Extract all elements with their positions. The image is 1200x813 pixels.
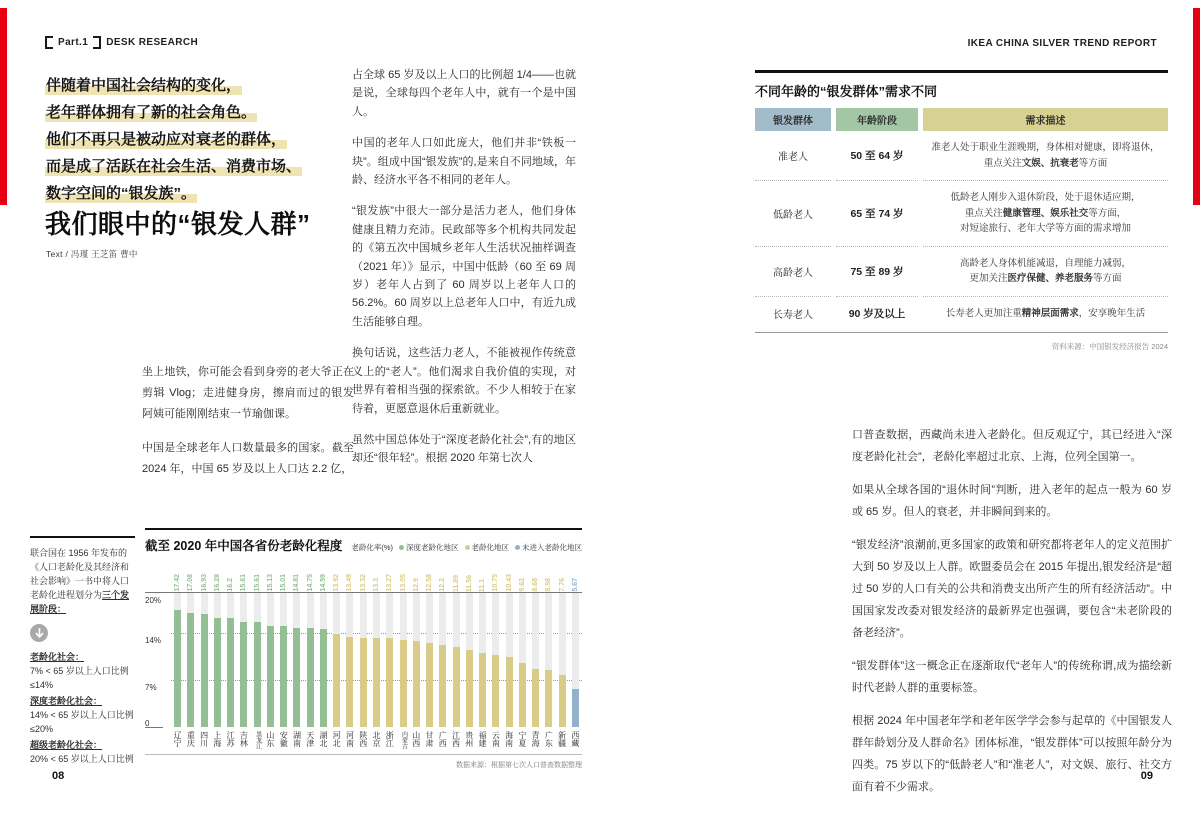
bar (426, 643, 433, 727)
cell-age-range: 75 至 89 岁 (836, 246, 918, 296)
legend-label: 未进入老龄化地区 (522, 543, 582, 552)
value-label: 17.42 (174, 574, 182, 592)
value-label: 8.58 (545, 578, 553, 592)
bar (519, 663, 526, 727)
province-label: 江苏 (226, 731, 236, 747)
table-header-cell: 年龄阶段 (836, 108, 918, 131)
province-label: 湖南 (292, 731, 302, 747)
aging-stage-definitions (30, 650, 135, 766)
right-accent-bar (1193, 8, 1200, 205)
bar-track (479, 593, 486, 727)
paragraph: 中国的老年人口如此庞大，他们并非“铁板一块”。组成中国“银发族”的,是来自不同地域，年龄、经济水平各不相同的老年人。 (352, 137, 576, 187)
value-label: 13.27 (386, 574, 394, 592)
table-bottom-rule (755, 332, 1168, 333)
table-row (755, 246, 1168, 296)
table-source: 资料来源：中国银发经济报告 2024 (1051, 342, 1168, 351)
stage-item (30, 694, 135, 736)
highlighted-text: 数字空间的“银发族”。 (46, 185, 197, 202)
x-axis (145, 727, 582, 749)
bar-track (532, 593, 539, 727)
sidebar-note (30, 536, 135, 768)
intro-line (45, 126, 302, 153)
chart-bottom-rule (145, 754, 582, 755)
bar-track (333, 593, 340, 727)
paragraph: 坐上地铁，你可能会看到身旁的老大爷正在剪辑 Vlog；走进健身房，擦肩而过的银发阿姨可能刚刚结束一节瑜伽课。 (142, 366, 354, 420)
y-tick-label: 14% (145, 636, 162, 645)
value-label: 14.59 (319, 574, 327, 592)
sidebar-intro: 联合国在 1956 年发布的《人口老龄化及其经济和社会影响》一书中将人口老龄化进程划分为三个发展阶段： (30, 548, 130, 614)
province-label: 青海 (531, 731, 541, 747)
value-label: 10.43 (505, 574, 513, 592)
bar-track (346, 593, 353, 727)
chart-legend (351, 542, 582, 553)
highlighted-text: 而是成了活跃在社会生活、消费市场、 (46, 158, 302, 175)
bar-track (187, 593, 194, 727)
province-label: 河北 (332, 731, 342, 747)
bar-track (426, 593, 433, 727)
table-row (755, 131, 1168, 180)
bar-track (519, 593, 526, 727)
down-arrow-icon (30, 624, 48, 642)
bar-track (254, 593, 261, 727)
chart-plot (145, 592, 582, 727)
intro-statement (45, 72, 302, 207)
value-label: 11.89 (452, 574, 460, 592)
bar-track (280, 593, 287, 727)
bar-track (559, 593, 566, 727)
province-label: 北京 (371, 731, 381, 747)
province-label: 上海 (212, 731, 222, 747)
value-label: 11.1 (479, 578, 487, 592)
chart-header (145, 536, 582, 554)
bar (559, 675, 566, 727)
description-line (984, 156, 1108, 172)
highlighted-text: 伴随着中国社会结构的变化， (46, 77, 242, 94)
bar-value-labels (171, 558, 582, 592)
part-label: Part.1 (58, 37, 89, 48)
stage-label: 超级老龄化社会： (30, 740, 103, 750)
bar (545, 670, 552, 727)
right-body-text (852, 424, 1172, 809)
text-segment: 更加关注 (969, 273, 1008, 284)
province-label: 云南 (491, 731, 501, 747)
bar (240, 622, 247, 727)
left-accent-bar (0, 8, 7, 205)
page-number-left: 08 (52, 770, 65, 782)
cell-silver-group: 长寿老人 (755, 296, 831, 331)
province-label: 吉林 (239, 731, 249, 747)
description-line (946, 306, 1146, 322)
paragraph: 占全球 65 岁及以上人口的比例超 1/4——也就是说，全球每四个老年人中，就有一个是中国人。 (352, 69, 576, 118)
paragraph: 如果从全球各国的“退休时间”判断，进入老年的起点一般为 60 岁或 65 岁。但人的衰老，并非瞬间到来的。 (852, 484, 1172, 518)
text-segment: 重点关注 (964, 207, 1003, 219)
text-segment: 低龄老人刚步入退休阶段，处于退休适应期， (950, 192, 1141, 203)
value-label: 14.81 (293, 574, 301, 592)
bar-track (492, 593, 499, 727)
left-text-column-1 (142, 362, 354, 493)
bar (506, 657, 513, 727)
bar-track (453, 593, 460, 727)
value-label: 16.2 (227, 578, 235, 592)
paragraph: 根据 2024 年中国老年学和老年医学学会参与起草的《中国银发人群年龄划分及人群命名》团体标准，“银发群体”可以按照年龄分为四类。75 岁以下的“低龄老人”和“准老人”，对文娱、旅行、社交方面有着不少需求。 (852, 715, 1172, 793)
text-segment: 准老人处于职业生涯晚期，身体相对健康，即将退休， (931, 142, 1160, 153)
province-label: 山东 (265, 731, 275, 747)
table-row (755, 180, 1168, 246)
text-segment: ，安享晚年生活 (1078, 307, 1146, 319)
bar-track (201, 593, 208, 727)
value-label: 12.9 (412, 578, 420, 592)
value-label: 13.05 (399, 574, 407, 592)
value-label: 13.49 (346, 574, 354, 592)
y-tick-label: 20% (145, 596, 162, 605)
intro-line (45, 153, 302, 180)
bar (187, 613, 194, 727)
value-label: 16.28 (213, 574, 221, 592)
province-label: 江西 (451, 731, 461, 747)
value-label: 8.68 (532, 578, 540, 592)
bar (174, 610, 181, 727)
bar (214, 618, 221, 727)
bar (400, 640, 407, 727)
bar (320, 629, 327, 727)
cell-needs-description (923, 246, 1168, 296)
cell-needs-description (923, 131, 1168, 180)
description-line (969, 271, 1121, 287)
byline: Text / 冯瑾 王芝笛 曹中 (46, 249, 138, 259)
bar (254, 622, 261, 727)
text-segment: 对短途旅行、老年大学等方面的需求增加 (959, 223, 1131, 234)
value-label: 12.58 (426, 574, 434, 592)
cell-age-range: 65 至 74 岁 (836, 180, 918, 246)
stage-item (30, 738, 135, 766)
bar (227, 618, 234, 727)
bar (346, 637, 353, 727)
bar-track (373, 593, 380, 727)
province-label: 内蒙古 (400, 731, 407, 749)
value-label: 13.92 (333, 574, 341, 592)
province-label: 福建 (478, 731, 488, 747)
intro-line (45, 72, 302, 99)
intro-line (45, 180, 302, 207)
cell-age-range: 90 岁及以上 (836, 296, 918, 331)
emphasized-text: 健康管理、娱乐社交 (1002, 207, 1089, 219)
bar-track (320, 593, 327, 727)
bar (307, 628, 314, 727)
intro-line (45, 99, 302, 126)
bar (267, 626, 274, 727)
bar (453, 647, 460, 727)
text-segment: 等方面 (1078, 157, 1108, 169)
value-label: 16.93 (200, 574, 208, 592)
value-label: 5.67 (571, 578, 579, 592)
table-header-cell: 需求描述 (923, 108, 1168, 131)
bar-track (400, 593, 407, 727)
cell-silver-group: 低龄老人 (755, 180, 831, 246)
value-label: 10.75 (492, 574, 500, 592)
bar-track (227, 593, 234, 727)
description-line (960, 221, 1131, 237)
cell-age-range: 50 至 64 岁 (850, 150, 904, 162)
paragraph: 口普查数据，西藏尚未进入老龄化。但反观辽宁，其已经进入“深度老龄化社会”，老龄化率超过北京、上海，位列全国第一。 (852, 429, 1172, 463)
left-page-header (45, 36, 198, 49)
bar (572, 689, 579, 727)
article-title: 我们眼中的“银发人群” (45, 209, 311, 239)
legend-label: 老龄化地区 (471, 543, 509, 552)
value-label: 12.2 (439, 578, 447, 592)
province-label: 湖北 (318, 731, 328, 747)
province-label: 海南 (504, 731, 514, 747)
cell-silver-group: 高龄老人 (755, 246, 831, 296)
province-label: 广西 (438, 731, 448, 747)
bar-track (240, 593, 247, 727)
emphasized-text: 文娱、抗衰老 (1021, 157, 1079, 169)
page-number-right: 09 (1140, 770, 1153, 782)
emphasized-text: 医疗保健、养老服务 (1007, 273, 1093, 284)
bar-track (174, 593, 181, 727)
value-label: 15.61 (253, 574, 261, 592)
table-row (755, 296, 1168, 331)
province-label: 河南 (345, 731, 355, 747)
paragraph: 换句话说，这些活力老人，不能被视作传统意义上的“老人”。他们渴求自我价值的实现，对世界有着相当强的探索欲。不少人相较于在家待着，更愿意退休后重新就业。 (352, 347, 576, 415)
value-label: 15.13 (266, 574, 274, 592)
province-label: 辽宁 (173, 731, 183, 747)
value-label: 15.01 (280, 574, 288, 592)
text-segment: 高龄老人身体机能减退，自理能力减弱， (959, 257, 1131, 269)
bar (492, 655, 499, 727)
value-label: 7.76 (558, 578, 566, 592)
bar-track (267, 593, 274, 727)
value-label: 13.3 (372, 578, 380, 592)
bar (201, 614, 208, 727)
description-line (965, 206, 1127, 222)
paragraph: “银发群体”这一概念正在逐渐取代“老年人”的传统称谓,成为描绘新时代老龄人群的重要标签。 (852, 660, 1172, 694)
legend-item (515, 542, 582, 553)
bar (333, 634, 340, 727)
cell-needs-description (923, 180, 1168, 246)
province-label: 宁夏 (517, 731, 527, 747)
province-label: 浙江 (385, 731, 395, 747)
province-label: 黑龙江 (254, 731, 261, 749)
text-segment: 长寿老人更加注重 (945, 307, 1022, 319)
province-label: 西藏 (570, 731, 580, 747)
table-body (755, 131, 1168, 330)
bar (439, 645, 446, 727)
paragraph: “银发经济”浪潮前,更多国家的政策和研究都将老年人的定义范围扩大到 50 岁及以上人群。欧盟委员会在 2015 年提出,银发经济是“超过 50 岁的人口有关的公共和消费支出所产生的所有经济活动”。中国国家发改委对银发经济的最新界定也强调，要包含“未老阶段的备老经济”。 (852, 539, 1172, 639)
bar (293, 628, 300, 727)
bracket-left-icon (45, 36, 53, 49)
bar (466, 650, 473, 727)
province-label: 安徽 (279, 731, 289, 747)
bar (386, 638, 393, 727)
chart-title: 截至 2020 年中国各省份老龄化程度 (145, 539, 343, 553)
paragraph: 中国是全球老年人口数量最多的国家。截至 2024 年，中国 65 岁及以上人口达 2.2 亿， (142, 442, 354, 475)
bar-track (439, 593, 446, 727)
bar (413, 641, 420, 727)
stage-description: 14% < 65 岁以上人口比例≤20% (30, 710, 134, 734)
legend-dot-icon (465, 545, 470, 550)
bar (373, 638, 380, 727)
value-label: 9.62 (518, 578, 526, 592)
table-title: 不同年龄的“银发群体”需求不同 (755, 84, 938, 99)
emphasized-text: 精神层面需求 (1021, 307, 1079, 319)
legend-item (399, 542, 459, 553)
bar (280, 626, 287, 727)
bar-track (506, 593, 513, 727)
bar-track (307, 593, 314, 727)
right-page-header: IKEA CHINA SILVER TREND REPORT (967, 38, 1157, 49)
description-line (960, 256, 1131, 272)
legend-label: 深度老龄化地区 (406, 543, 459, 552)
highlighted-text: 他们不再只是被动应对衰老的群体， (46, 131, 287, 148)
cell-needs-description (923, 296, 1168, 331)
legend-dot-icon (399, 545, 404, 550)
province-label: 陕西 (358, 731, 368, 747)
value-label: 17.08 (187, 574, 195, 592)
highlighted-text: 老年群体拥有了新的社会角色。 (46, 104, 257, 121)
table-header-row (755, 108, 1168, 131)
y-tick-label: 0 (145, 719, 150, 728)
description-line (950, 190, 1140, 206)
provincial-aging-chart (145, 528, 582, 770)
paragraph: “银发族”中很大一部分是活力老人，他们身体健康且精力充沛。民政部等多个机构共同发起的《第五次中国城乡老年人生活状况抽样调查（2021 年）》显示，中国中低龄（60 至 69 周岁）老年人占到了 60 周岁以上老年人口的 56.2%。60 周岁以上总老年人口中，有近九成生活能够自理。 (352, 205, 576, 328)
section-label: DESK RESEARCH (106, 37, 199, 48)
value-label: 11.56 (465, 574, 473, 592)
chart-source: 数据来源：根据第七次人口普查数据整理 (456, 762, 582, 769)
bar-track (545, 593, 552, 727)
value-label: 14.75 (306, 574, 314, 592)
bracket-right-icon (93, 36, 101, 49)
bar-track (466, 593, 473, 727)
province-label: 甘肃 (425, 731, 435, 747)
bar-series (171, 593, 582, 727)
stage-description: 7% < 65 岁以上人口比例≤14% (30, 666, 129, 690)
bar-track (413, 593, 420, 727)
province-label: 贵州 (464, 731, 474, 747)
chart-unit-label: 老龄化率(%) (351, 543, 393, 552)
bar (360, 638, 367, 727)
bar (479, 653, 486, 727)
legend-item (465, 542, 510, 553)
y-tick-label: 7% (145, 683, 157, 692)
y-axis (145, 593, 171, 727)
value-label: 15.61 (240, 574, 248, 592)
silver-group-needs-table (755, 70, 1168, 352)
province-label: 天津 (305, 731, 315, 747)
text-segment: 等方面， (1088, 207, 1127, 219)
province-label: 新疆 (557, 731, 567, 747)
stage-description: 20% < 65 岁以上人口比例 (30, 754, 134, 764)
paragraph: 虽然中国总体处于“深度老龄化社会”,有的地区却还“很年轻”。根据 2020 年第七次人 (352, 433, 576, 465)
text-segment: 等方面 (1093, 273, 1122, 284)
legend-dot-icon (515, 545, 520, 550)
bar (532, 669, 539, 727)
table-header-cell: 银发群体 (755, 108, 831, 131)
bar-track (293, 593, 300, 727)
description-line (931, 140, 1159, 156)
bar-track (386, 593, 393, 727)
province-label: 四川 (199, 731, 209, 747)
bar-track (572, 593, 579, 727)
province-label: 山西 (411, 731, 421, 747)
stage-label: 深度老龄化社会： (30, 696, 103, 706)
province-label: 重庆 (186, 731, 196, 747)
stage-item (30, 650, 135, 692)
text-segment: 重点关注 (983, 157, 1022, 169)
left-text-column-2 (352, 66, 576, 481)
cell-silver-group: 准老人 (778, 152, 808, 163)
bar-track (360, 593, 367, 727)
stage-label: 老龄化社会： (30, 652, 85, 662)
value-label: 13.32 (359, 574, 367, 592)
bar-track (214, 593, 221, 727)
province-label: 广东 (544, 731, 554, 747)
